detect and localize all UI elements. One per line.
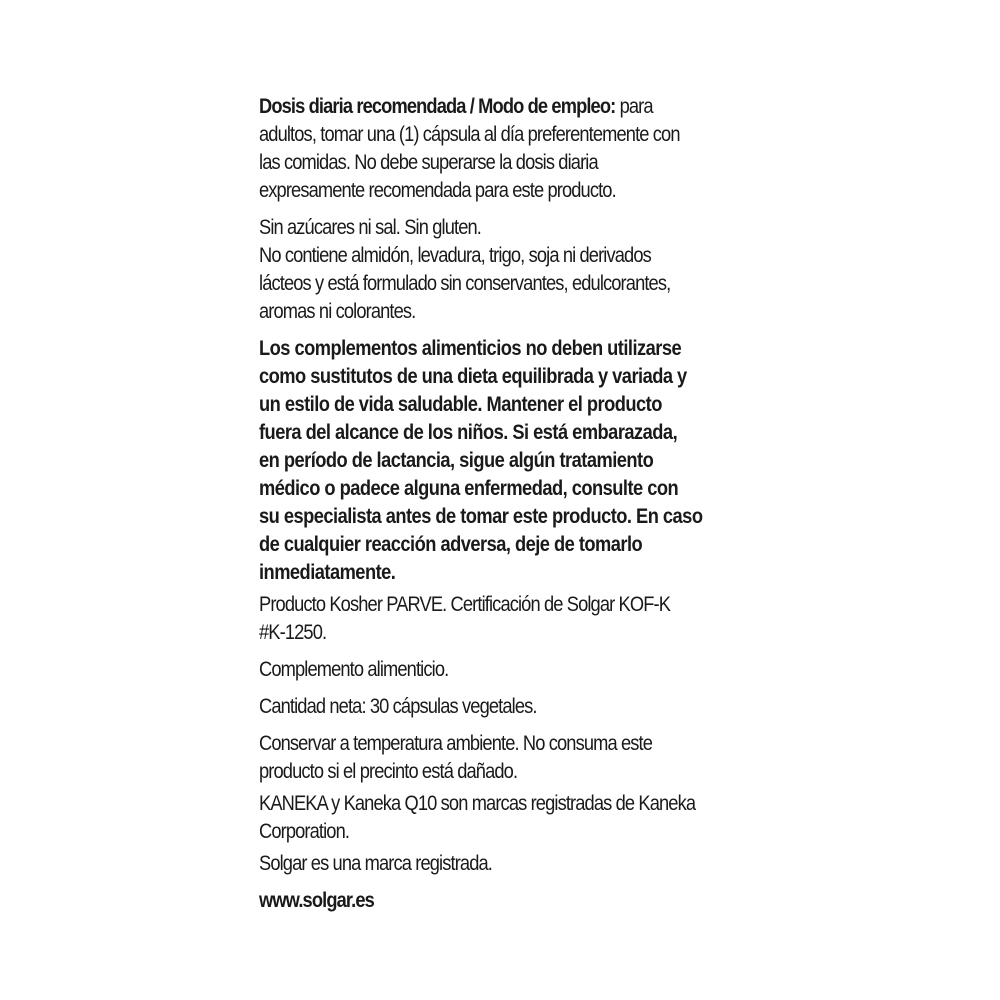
warning-line-1: Los complementos alimenticios no deben utilizarse (259, 337, 682, 360)
free-from-statement (259, 214, 759, 326)
solgar-trademark: Solgar es una marca registrada. (259, 852, 493, 875)
kaneka-line-1: KANEKA y Kaneka Q10 son marcas registradas de Kaneka (259, 792, 696, 815)
warning-line-2: como sustitutos de una dieta equilibrada y variada y (259, 365, 687, 388)
website-link[interactable]: www.solgar.es (259, 889, 374, 912)
free-from-line-2: No contiene almidón, levadura, trigo, soja ni derivados (259, 244, 651, 267)
warning-statement (259, 335, 759, 587)
dosage-instructions (259, 93, 759, 205)
kosher-line-1: Producto Kosher PARVE. Certificación de Solgar KOF-K (259, 593, 671, 616)
free-from-line-3: lácteos y está formulado sin conservantes, edulcorantes, (259, 272, 671, 295)
kaneka-line-2: Corporation. (259, 820, 350, 843)
supplement-type: Complemento alimenticio. (259, 658, 449, 681)
warning-line-3: un estilo de vida saludable. Mantener el producto (259, 393, 662, 416)
storage-line-1: Conservar a temperatura ambiente. No consuma este (259, 732, 653, 755)
kosher-certification (259, 591, 759, 647)
warning-line-4: fuera del alcance de los niños. Si está embarazada, (259, 421, 678, 444)
storage-instructions (259, 730, 759, 786)
warning-line-5: en período de lactancia, sigue algún tratamiento (259, 449, 654, 472)
warning-line-8: de cualquier reacción adversa, deje de tomarlo (259, 533, 643, 556)
free-from-line-4: aromas ni colorantes. (259, 300, 416, 323)
net-quantity: Cantidad neta: 30 cápsulas vegetales. (259, 695, 537, 718)
kosher-line-2: #K-1250. (259, 621, 327, 644)
kaneka-trademark (259, 790, 759, 846)
dosage-heading: Dosis diaria recomendada / Modo de empleo: (259, 95, 616, 118)
free-from-line-1: Sin azúcares ni sal. Sin gluten. (259, 216, 481, 239)
warning-line-7: su especialista antes de tomar este producto. En caso (259, 505, 703, 528)
warning-line-6: médico o padece alguna enfermedad, consulte con (259, 477, 679, 500)
dosage-line-4: expresamente recomendada para este producto. (259, 179, 616, 202)
storage-line-2: producto si el precinto está dañado. (259, 760, 518, 783)
product-label-text (259, 93, 759, 915)
dosage-line-3: las comidas. No debe superarse la dosis diaria (259, 151, 598, 174)
dosage-line-2: adultos, tomar una (1) cápsula al día preferentemente con (259, 123, 680, 146)
warning-line-9: inmediatamente. (259, 561, 396, 584)
dosage-line-1-rest: para (615, 95, 653, 118)
